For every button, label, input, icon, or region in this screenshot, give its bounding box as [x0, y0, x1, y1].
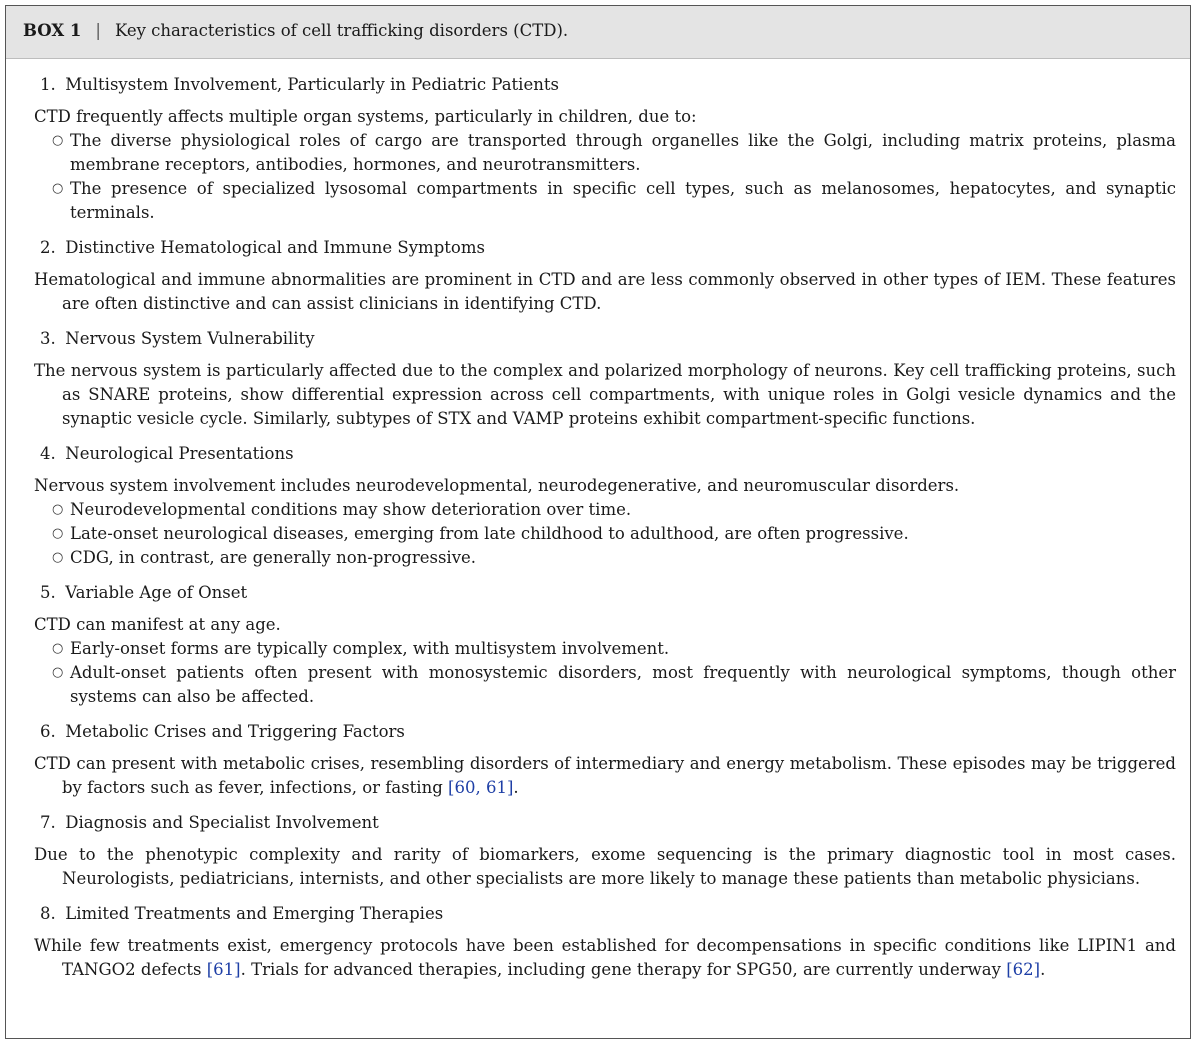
- section-title: 7. Diagnosis and Specialist Involvement: [40, 813, 379, 832]
- section-title: 2. Distinctive Hematological and Immune Symptoms: [40, 238, 485, 257]
- bullet-list: [34, 637, 1176, 709]
- section-title: 8. Limited Treatments and Emerging Therapies: [40, 904, 444, 923]
- section-7: [34, 810, 1176, 891]
- section-2: [34, 235, 1176, 316]
- section-title: 6. Metabolic Crises and Triggering Factors: [40, 722, 405, 741]
- bullet-list: [34, 129, 1176, 225]
- section-paragraph: While few treatments exist, emergency protocols have been established for decompensations in specific conditions like LIPIN1 and TANGO2 defects [61]. Trials for advanced therapies, including gene therapy for SPG50, are currently underway [62].: [34, 936, 1176, 979]
- bullet-list: [34, 498, 1176, 570]
- section-5: [34, 580, 1176, 709]
- bullet-item: ○ CDG, in contrast, are generally non-progressive.: [34, 546, 1176, 570]
- section-paragraph: CTD can manifest at any age.: [34, 615, 281, 634]
- section-paragraph: Due to the phenotypic complexity and rarity of biomarkers, exome sequencing is the primary diagnostic tool in most cases. Neurologists, pediatricians, internists, and other specialists are more likely to manage these patients than metabolic physicians.: [34, 845, 1176, 888]
- section-paragraph: Hematological and immune abnormalities are prominent in CTD and are less commonly observed in other types of IEM. These features are often distinctive and can assist clinicians in identifying CTD.: [34, 270, 1176, 313]
- box-content: [34, 72, 1176, 982]
- circle-bullet-icon: ○: [52, 502, 64, 517]
- section-paragraph: Nervous system involvement includes neurodevelopmental, neurodegenerative, and neuromuscular disorders.: [34, 476, 960, 495]
- section-4: [34, 441, 1176, 570]
- section-paragraph: CTD can present with metabolic crises, resembling disorders of intermediary and energy metabolism. These episodes may be triggered by factors such as fever, infections, or fasting [60, 61].: [34, 754, 1176, 797]
- citation-link[interactable]: [60, 61]: [448, 778, 514, 797]
- box-header: [6, 6, 1190, 59]
- section-3: [34, 326, 1176, 431]
- bullet-item: ○ Early-onset forms are typically complex, with multisystem involvement.: [34, 637, 1176, 661]
- header-separator: |: [95, 21, 101, 40]
- box-label: BOX 1: [23, 21, 82, 40]
- bullet-item: ○ Neurodevelopmental conditions may show deterioration over time.: [34, 498, 1176, 522]
- citation-link[interactable]: [61]: [206, 960, 241, 979]
- section-8: [34, 901, 1176, 982]
- circle-bullet-icon: ○: [52, 133, 64, 148]
- section-title: 1. Multisystem Involvement, Particularly in Pediatric Patients: [40, 75, 559, 94]
- section-title: 5. Variable Age of Onset: [40, 583, 248, 602]
- bullet-item: ○ Adult-onset patients often present with monosystemic disorders, most frequently with neurological symptoms, though other systems can also be affected.: [52, 663, 1176, 706]
- circle-bullet-icon: ○: [52, 641, 64, 656]
- circle-bullet-icon: ○: [52, 550, 64, 565]
- circle-bullet-icon: ○: [52, 665, 64, 680]
- circle-bullet-icon: ○: [52, 181, 64, 196]
- section-6: [34, 719, 1176, 800]
- bullet-item: ○ The diverse physiological roles of cargo are transported through organelles like the Golgi, including matrix proteins, plasma membrane receptors, antibodies, hormones, and neurotransmitters.: [52, 131, 1176, 174]
- section-paragraph: CTD frequently affects multiple organ systems, particularly in children, due to:: [34, 107, 697, 126]
- bullet-item: ○ Late-onset neurological diseases, emerging from late childhood to adulthood, are often progressive.: [34, 522, 1176, 546]
- section-paragraph: The nervous system is particularly affected due to the complex and polarized morphology of neurons. Key cell trafficking proteins, such as SNARE proteins, show differential expression across cell compartments, with unique roles in Golgi vesicle dynamics and the synaptic vesicle cycle. Similarly, subtypes of STX and VAMP proteins exhibit compartment-specific functions.: [34, 361, 1176, 428]
- section-title: 4. Neurological Presentations: [40, 444, 294, 463]
- bullet-item: ○ The presence of specialized lysosomal compartments in specific cell types, such as melanosomes, hepatocytes, and synaptic terminals.: [52, 179, 1176, 222]
- box-container: [5, 5, 1191, 1039]
- circle-bullet-icon: ○: [52, 526, 64, 541]
- citation-link[interactable]: [62]: [1006, 960, 1041, 979]
- section-title: 3. Nervous System Vulnerability: [40, 329, 315, 348]
- section-1: [34, 72, 1176, 225]
- box-title: Key characteristics of cell trafficking disorders (CTD).: [114, 21, 569, 40]
